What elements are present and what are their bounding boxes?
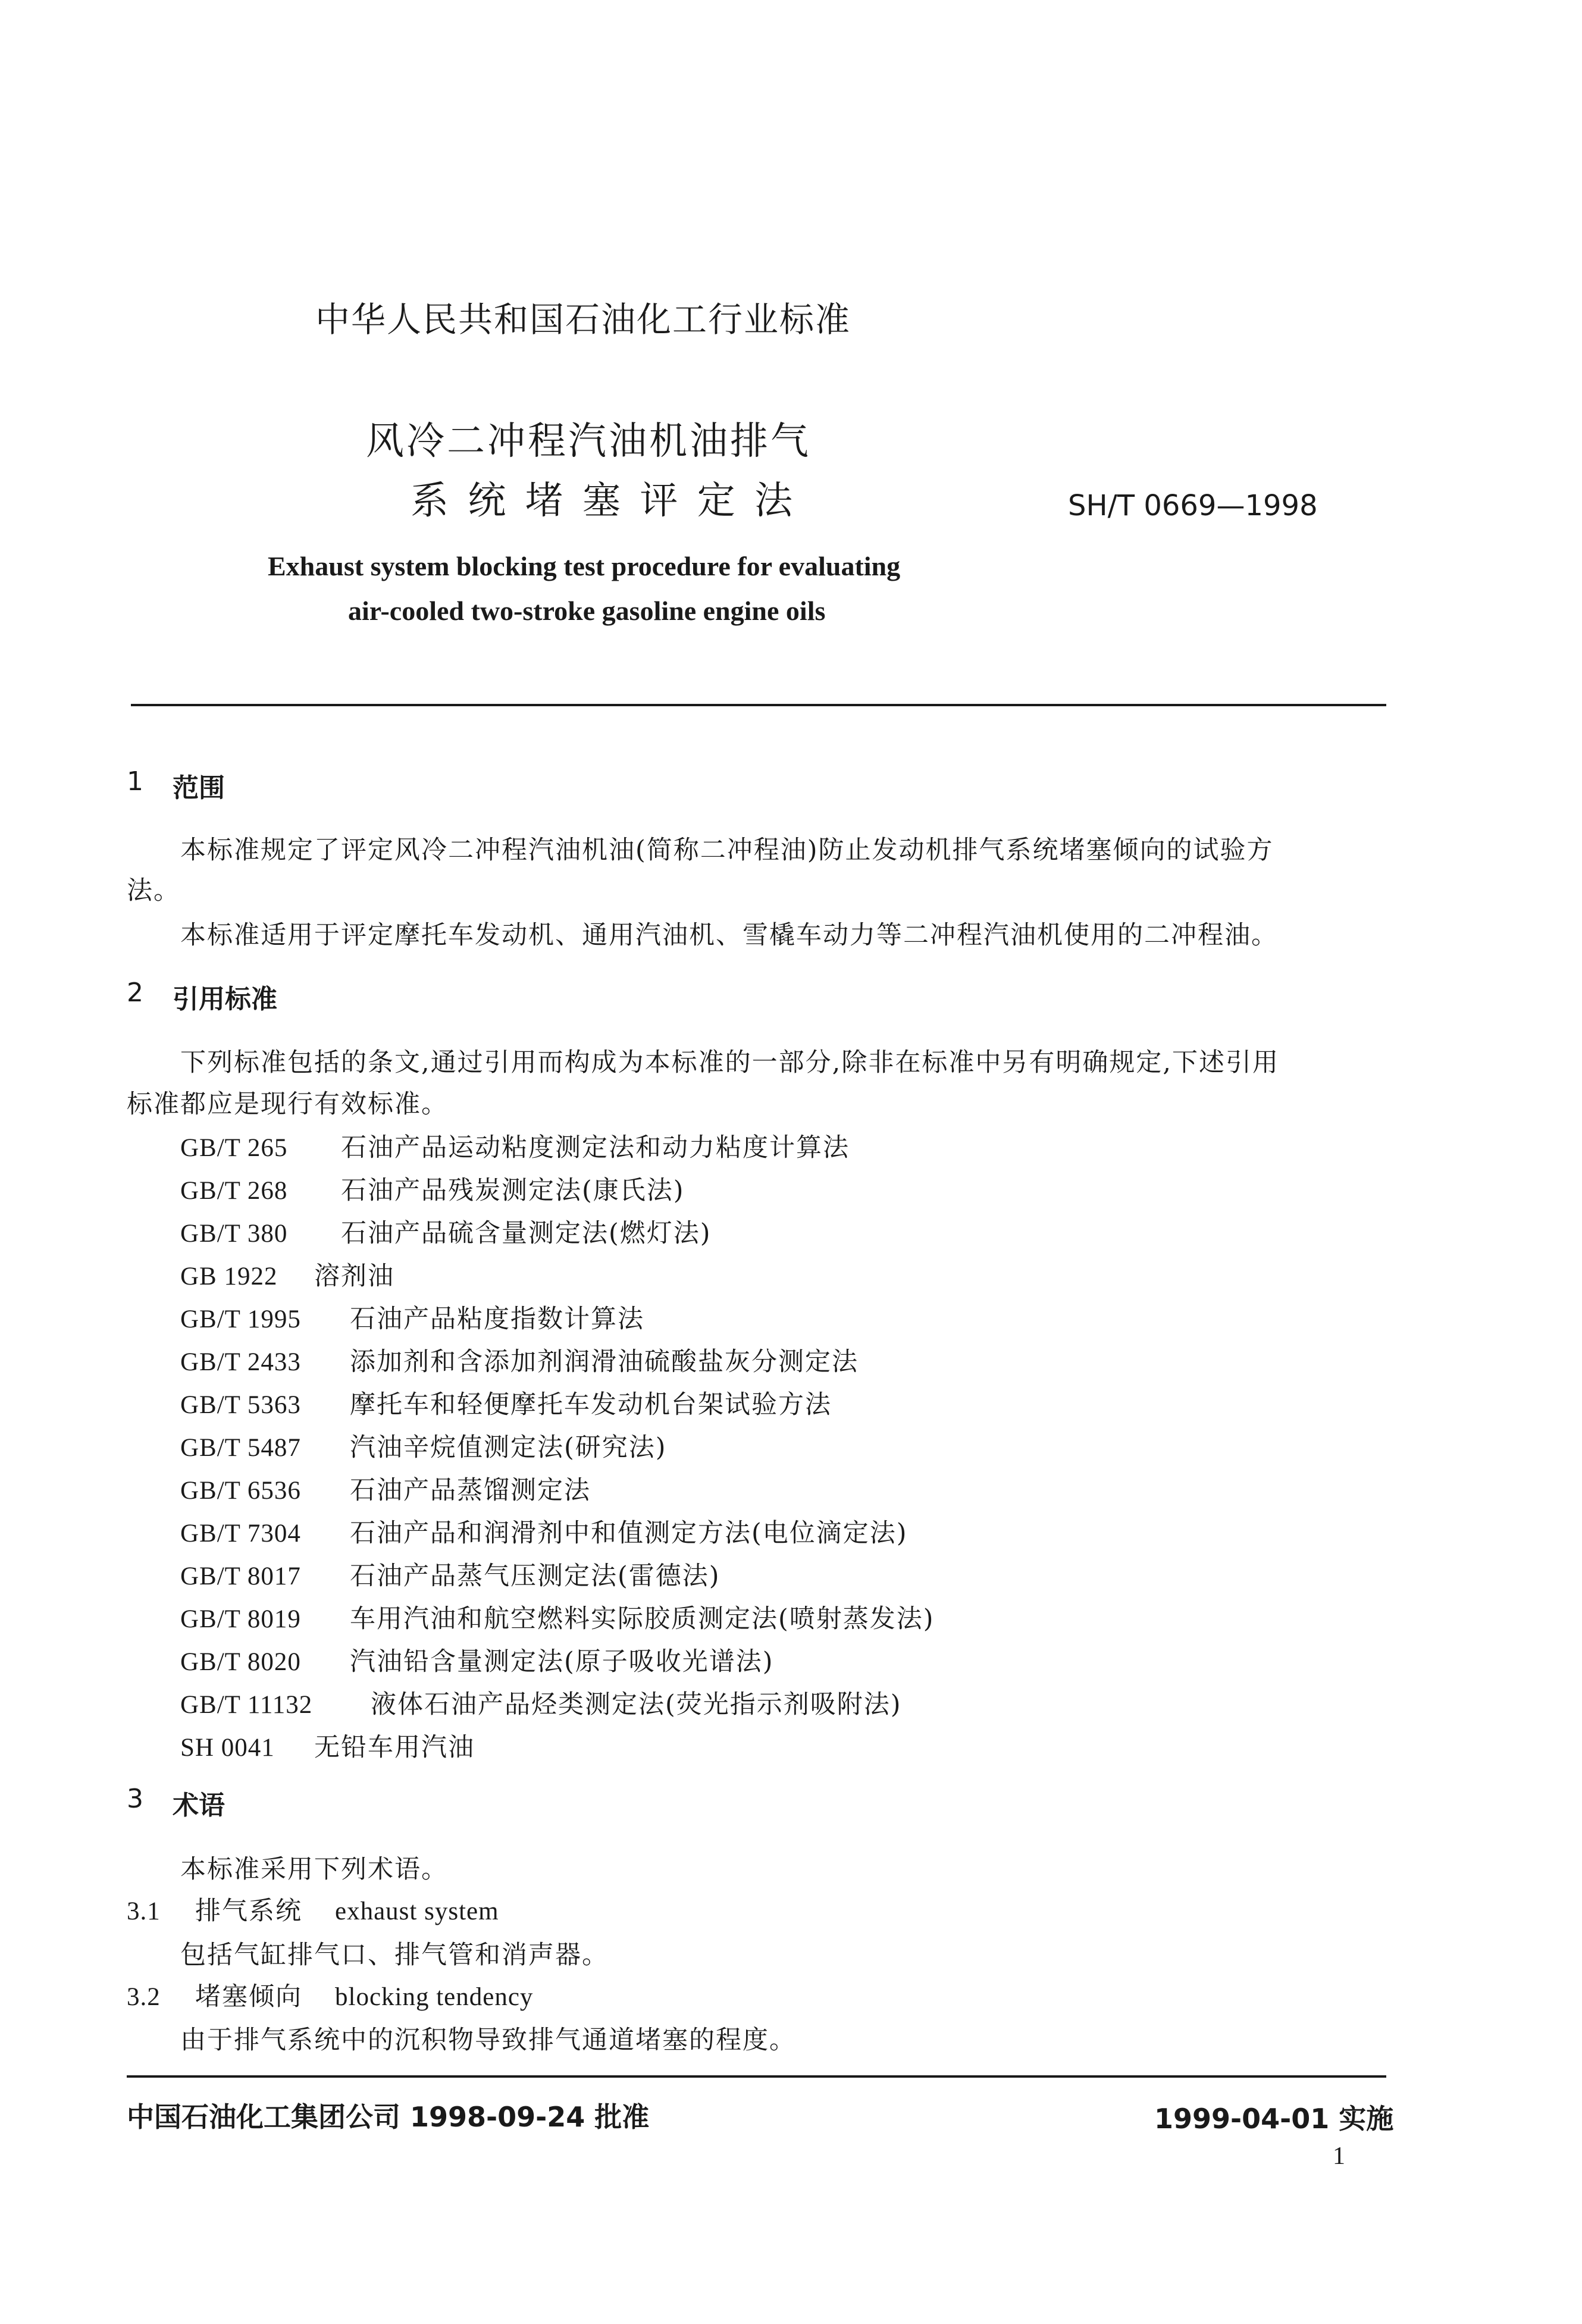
reference-code: GB/T 2433 (180, 1348, 301, 1376)
term-number: 3.1 (127, 1897, 161, 1925)
implementation-date: 1999-04-01 实施 (1154, 2103, 1394, 2135)
reference-code: GB/T 5363 (180, 1391, 301, 1419)
reference-item (180, 1727, 935, 1770)
english-title-line2: air-cooled two-stroke gasoline engine oils (348, 596, 826, 626)
reference-code: GB/T 1995 (180, 1305, 301, 1333)
issuer-title: 中华人民共和国石油化工行业标准 (315, 299, 851, 340)
reference-title: 石油产品运动粘度测定法和动力粘度计算法 (341, 1133, 850, 1163)
reference-title: 无铅车用汽油 (314, 1733, 475, 1762)
reference-item (180, 1385, 935, 1427)
reference-title: 石油产品粘度指数计算法 (350, 1304, 644, 1334)
reference-code: GB/T 8020 (180, 1648, 301, 1676)
term-3-2-definition: 由于排气系统中的沉积物导致排气通道堵塞的程度。 (180, 2025, 796, 2055)
section-2-number: 2 (127, 978, 143, 1008)
document-title-line1: 风冷二冲程汽油机油排气 (366, 419, 811, 463)
term-name: 堵塞倾向 (195, 1982, 302, 2012)
section-1-para1-line2: 法。 (127, 876, 180, 906)
section-1-para1-line1: 本标准规定了评定风冷二冲程汽油机油(简称二冲程油)防止发动机排气系统堵塞倾向的试验方 (180, 835, 1274, 865)
reference-code: GB 1922 (180, 1263, 278, 1291)
section-1-heading: 范围 (173, 773, 225, 803)
section-3-heading: 术语 (173, 1790, 225, 1821)
section-3-intro: 本标准采用下列术语。 (180, 1855, 448, 1884)
english-title-line1: Exhaust system blocking test procedure for evaluating (268, 551, 901, 581)
reference-item (180, 1427, 935, 1470)
section-3-number: 3 (127, 1784, 143, 1814)
term-number: 3.2 (127, 1983, 161, 2011)
reference-item (180, 1599, 935, 1642)
reference-title: 石油产品和润滑剂中和值测定方法(电位滴定法) (350, 1518, 908, 1548)
reference-title: 石油产品蒸馏测定法 (350, 1476, 591, 1505)
reference-title: 汽油辛烷值测定法(研究法) (350, 1433, 667, 1462)
reference-item (180, 1642, 935, 1684)
reference-code: GB/T 265 (180, 1134, 288, 1162)
term-3-1-definition: 包括气缸排气口、排气管和消声器。 (180, 1940, 609, 1970)
reference-title: 石油产品蒸气压测定法(雷德法) (350, 1561, 720, 1591)
reference-title: 溶剂油 (314, 1261, 394, 1291)
page-number: 1 (1333, 2143, 1345, 2170)
reference-code: GB/T 5487 (180, 1434, 301, 1462)
section-2-intro-line2: 标准都应是现行有效标准。 (127, 1089, 448, 1119)
term-3-1 (127, 1891, 499, 1927)
reference-item (180, 1213, 935, 1256)
reference-code: GB/T 380 (180, 1220, 288, 1248)
reference-code: GB/T 7304 (180, 1520, 301, 1548)
reference-item (180, 1342, 935, 1385)
reference-item (180, 1684, 935, 1727)
reference-code: GB/T 8017 (180, 1562, 301, 1590)
section-1-number: 1 (127, 766, 143, 797)
reference-title: 石油产品硫含量测定法(燃灯法) (341, 1219, 712, 1248)
reference-item (180, 1470, 935, 1513)
reference-list (180, 1127, 935, 1770)
reference-title: 液体石油产品烃类测定法(荧光指示剂吸附法) (371, 1690, 902, 1719)
section-2-intro-line1: 下列标准包括的条文,通过引用而构成为本标准的一部分,除非在标准中另有明确规定,下述引用 (180, 1048, 1280, 1078)
reference-item (180, 1256, 935, 1299)
reference-title: 汽油铅含量测定法(原子吸收光谱法) (350, 1647, 774, 1677)
reference-code: SH 0041 (180, 1734, 275, 1762)
footer-rule (127, 2075, 1386, 2078)
reference-title: 石油产品残炭测定法(康氏法) (341, 1176, 685, 1205)
reference-title: 摩托车和轻便摩托车发动机台架试验方法 (350, 1390, 832, 1420)
reference-code: GB/T 6536 (180, 1477, 301, 1505)
reference-item (180, 1513, 935, 1556)
reference-item (180, 1170, 935, 1213)
section-2-heading: 引用标准 (173, 984, 277, 1014)
reference-title: 车用汽油和航空燃料实际胶质测定法(喷射蒸发法) (350, 1604, 935, 1634)
term-english: blocking tendency (335, 1983, 534, 2011)
reference-item (180, 1127, 935, 1170)
reference-item (180, 1556, 935, 1599)
section-1-para2: 本标准适用于评定摩托车发动机、通用汽油机、雪橇车动力等二冲程汽油机使用的二冲程油。 (180, 920, 1278, 950)
approval-line: 中国石油化工集团公司 1998-09-24 批准 (127, 2101, 650, 2133)
reference-code: GB/T 8019 (180, 1605, 301, 1633)
term-3-2 (127, 1977, 533, 2013)
reference-code: GB/T 11132 (180, 1691, 313, 1719)
document-title-line2: 系 统 堵 塞 评 定 法 (411, 479, 797, 523)
reference-title: 添加剂和含添加剂润滑油硫酸盐灰分测定法 (350, 1347, 859, 1377)
reference-item (180, 1299, 935, 1342)
header-rule (131, 704, 1386, 706)
reference-code: GB/T 268 (180, 1177, 288, 1205)
standard-number: SH/T 0669—1998 (1068, 489, 1318, 522)
term-english: exhaust system (335, 1897, 499, 1925)
term-name: 排气系统 (195, 1896, 302, 1926)
